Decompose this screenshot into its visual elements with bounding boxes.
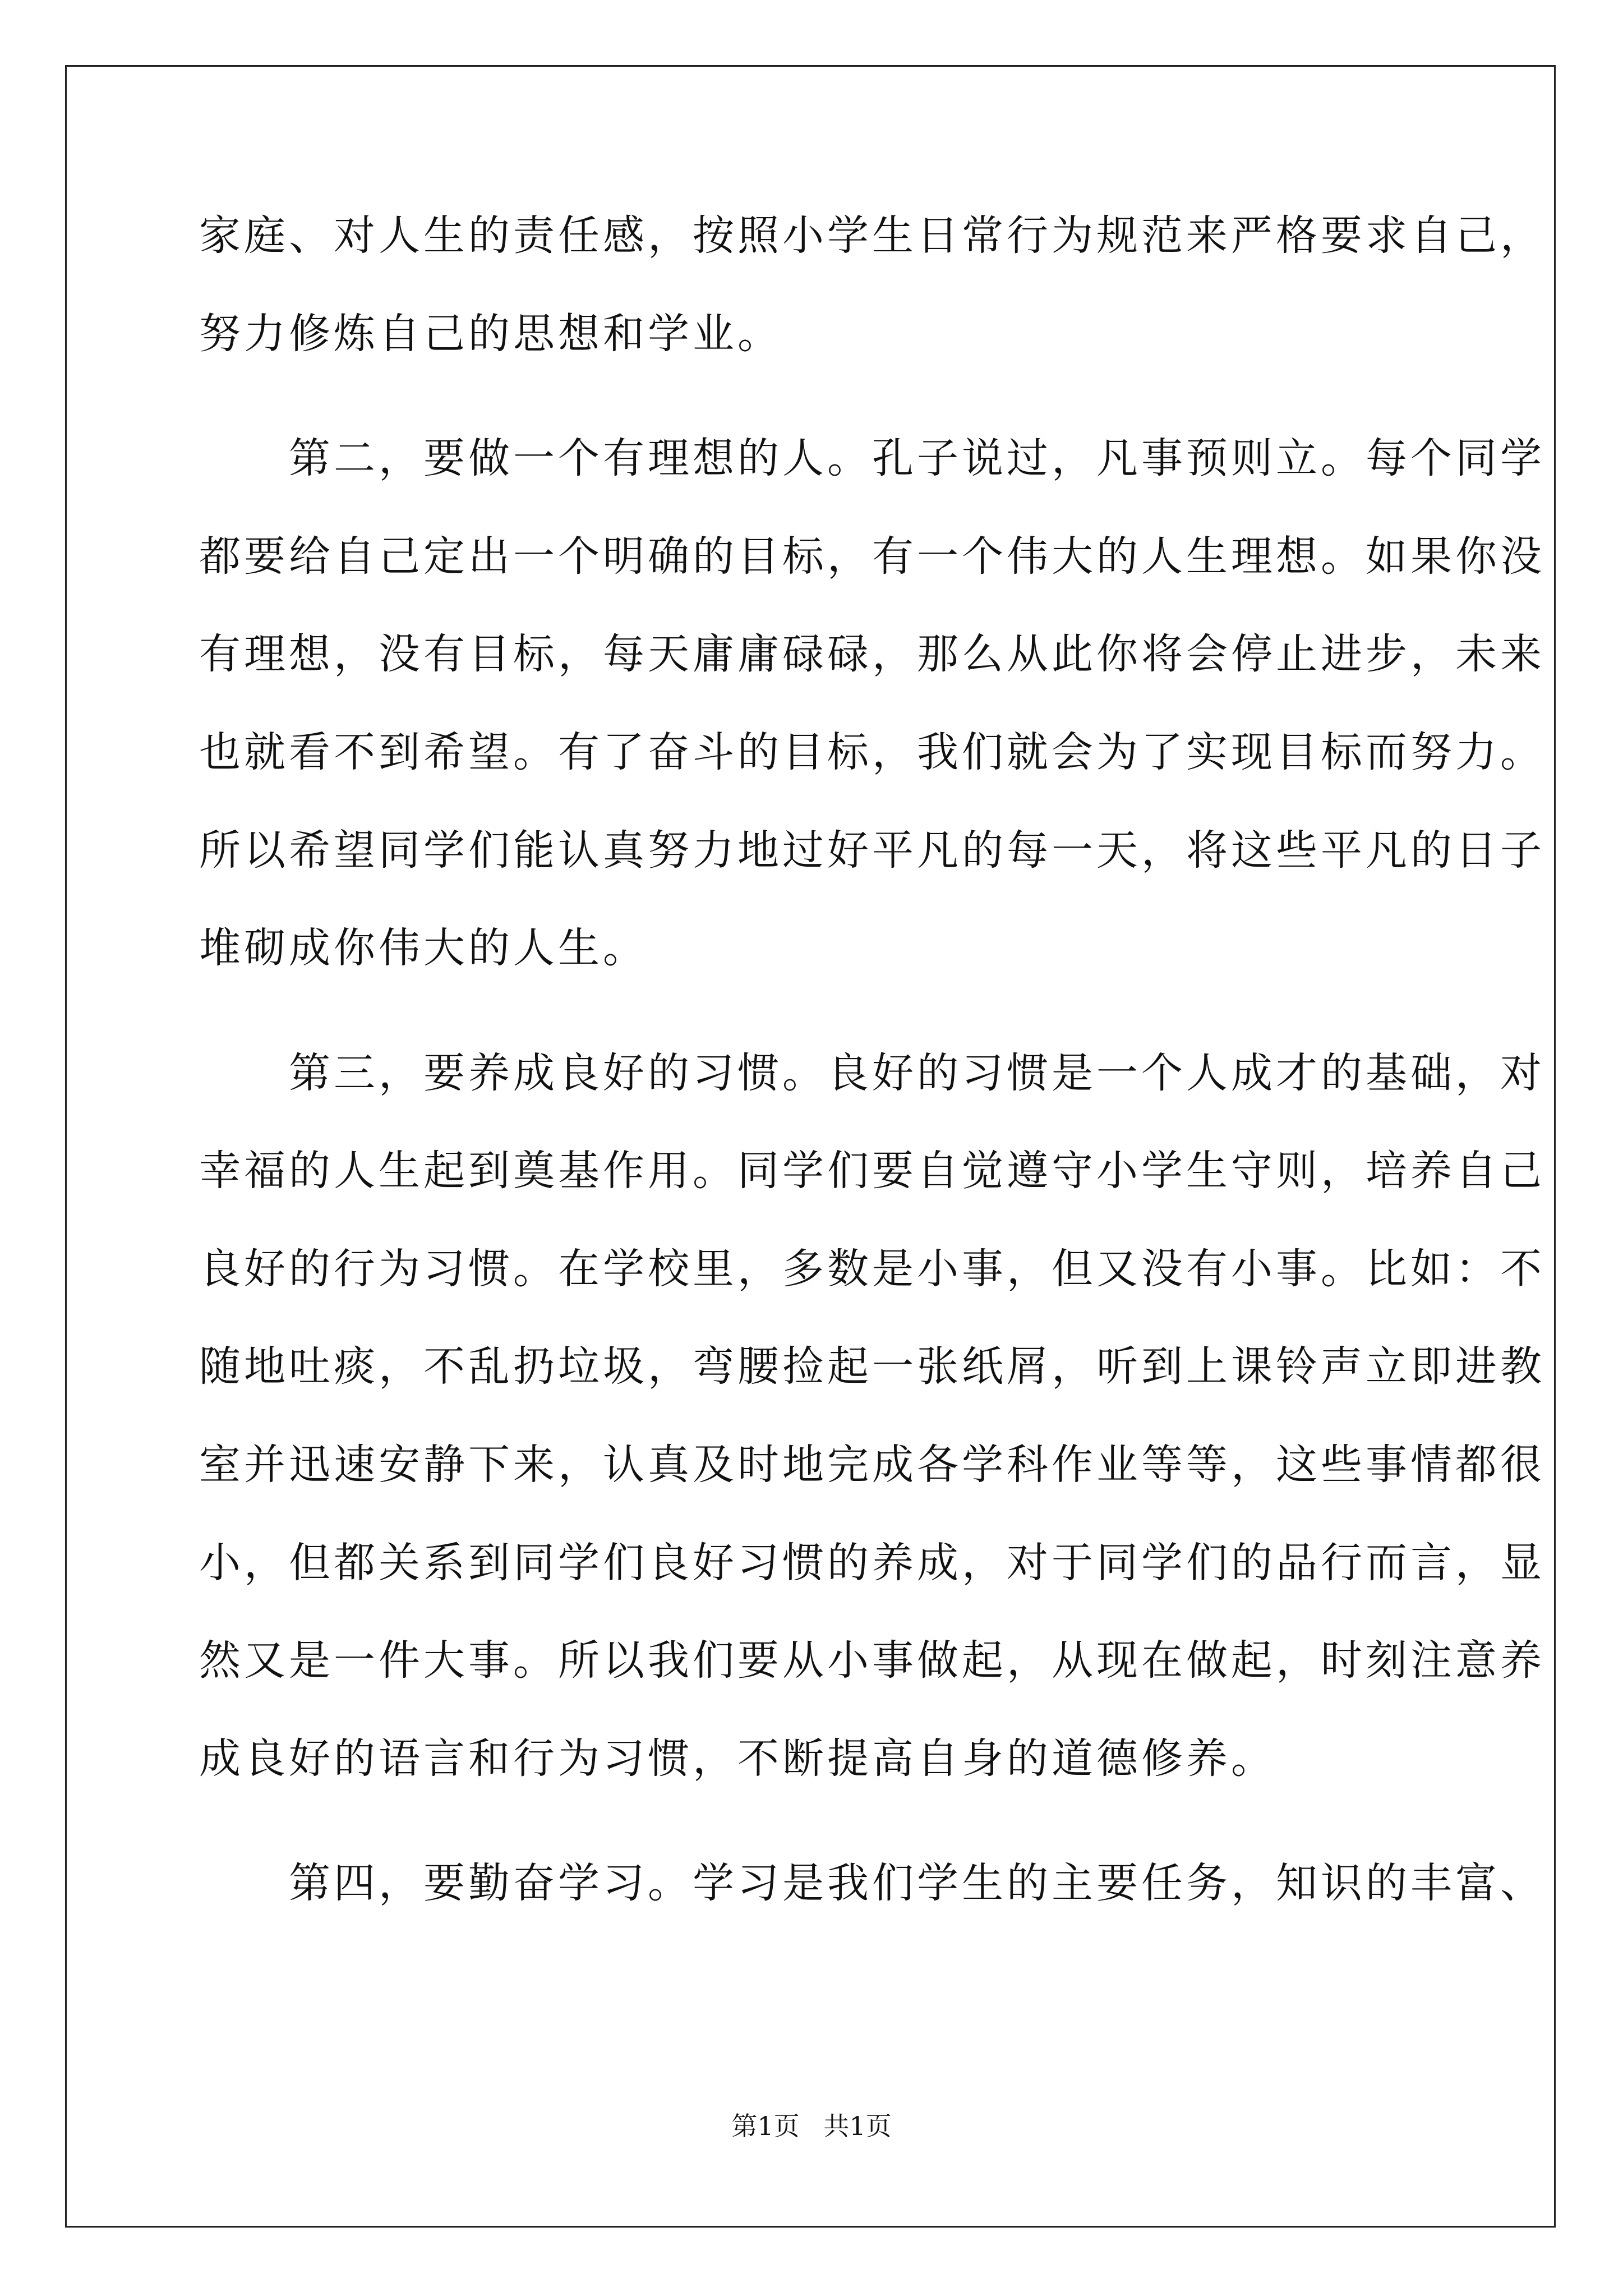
text-line: 第二，要做一个有理想的人。孔子说过，凡事预则立。每个同学 — [199, 434, 1545, 482]
text-line: 然又是一件大事。所以我们要从小事做起，从现在做起，时刻注意养 — [199, 1636, 1545, 1685]
page-number: 第1页 — [731, 2111, 800, 2141]
text-line: 良好的行为习惯。在学校里，多数是小事，但又没有小事。比如：不 — [199, 1245, 1545, 1293]
text-line: 努力修炼自己的思想和学业。 — [199, 310, 782, 358]
text-line: 幸福的人生起到奠基作用。同学们要自觉遵守小学生守则，培养自己 — [199, 1147, 1545, 1195]
text-line: 有理想，没有目标，每天庸庸碌碌，那么从此你将会停止进步，未来 — [199, 630, 1545, 678]
text-line: 堆砌成你伟大的人生。 — [199, 924, 648, 972]
text-line: 第三，要养成良好的习惯。良好的习惯是一个人成才的基础，对 — [199, 1049, 1545, 1097]
text-line: 第四，要勤奋学习。学习是我们学生的主要任务，知识的丰富、 — [199, 1859, 1545, 1907]
text-line: 也就看不到希望。有了奋斗的目标，我们就会为了实现目标而努力。 — [199, 728, 1545, 776]
text-line: 室并迅速安静下来，认真及时地完成各学科作业等等，这些事情都很 — [199, 1441, 1545, 1489]
text-line: 小，但都关系到同学们良好习惯的养成，对于同学们的品行而言，显 — [199, 1539, 1545, 1587]
page-footer — [0, 2109, 1623, 2143]
text-line: 成良好的语言和行为习惯，不断提高自身的道德修养。 — [199, 1734, 1276, 1783]
text-line: 随地吐痰，不乱扔垃圾，弯腰捡起一张纸屑，听到上课铃声立即进教 — [199, 1342, 1545, 1391]
text-line: 都要给自己定出一个明确的目标，有一个伟大的人生理想。如果你没 — [199, 532, 1545, 581]
text-line: 所以希望同学们能认真努力地过好平凡的每一天，将这些平凡的日子 — [199, 826, 1545, 875]
page-total: 共1页 — [823, 2111, 892, 2141]
text-line: 家庭、对人生的责任感，按照小学生日常行为规范来严格要求自己， — [199, 211, 1545, 260]
